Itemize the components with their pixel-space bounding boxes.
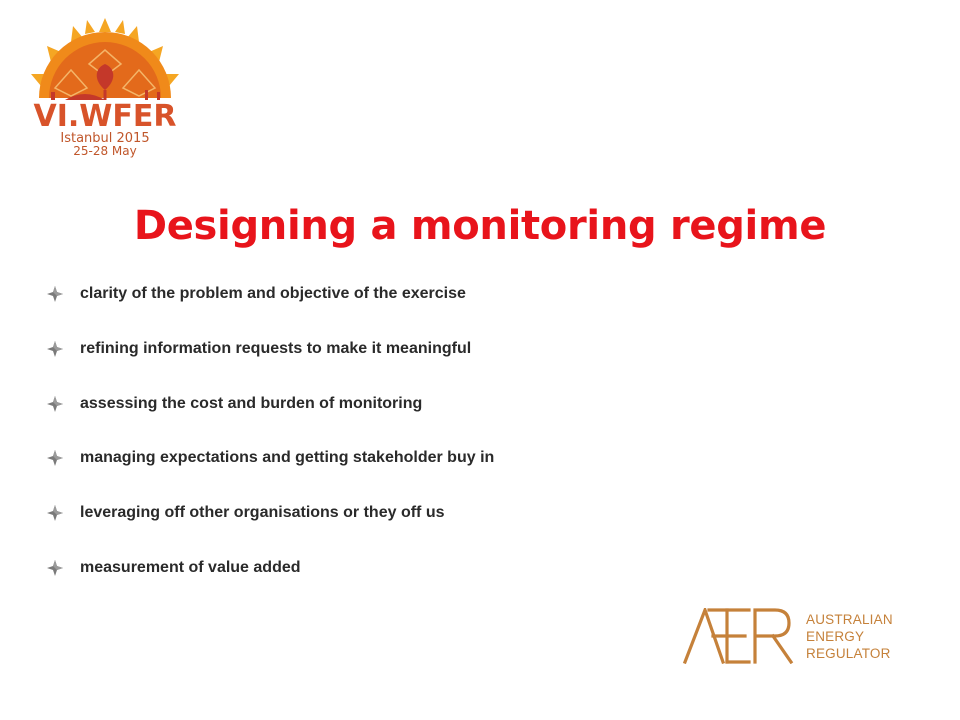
list-item [46, 499, 494, 527]
four-point-diamond-icon [46, 340, 64, 358]
aer-wordmark-line: AUSTRALIAN [806, 612, 893, 627]
aer-monogram-icon [683, 608, 795, 664]
aer-wordmark [806, 611, 893, 662]
list-item [46, 280, 494, 308]
list-item [46, 444, 494, 472]
four-point-diamond-icon [46, 285, 64, 303]
list-item [46, 390, 494, 418]
slide-title: Designing a monitoring regime [133, 203, 827, 249]
aer-wordmark-line: ENERGY [806, 629, 865, 644]
bullet-text: managing expectations and getting stakeholder buy in [80, 449, 495, 467]
list-item [46, 554, 494, 582]
bullet-text: leveraging off other organisations or they off us [80, 504, 445, 522]
wfer-logo-dates: 25-28 May [73, 144, 137, 158]
bullet-text: refining information requests to make it meaningful [80, 339, 472, 357]
bullet-text: clarity of the problem and objective of the exercise [80, 285, 466, 302]
bullet-text: measurement of value added [80, 558, 301, 576]
bullet-text: assessing the cost and burden of monitoring [80, 394, 423, 412]
list-item [46, 335, 494, 363]
aer-wordmark-line: REGULATOR [806, 646, 891, 661]
four-point-diamond-icon [46, 449, 64, 467]
bullet-list [46, 280, 494, 609]
four-point-diamond-icon [46, 559, 64, 577]
wfer-logo-location: Istanbul 2015 [60, 131, 150, 146]
aer-logo [683, 606, 903, 666]
wfer-sun-icon [25, 18, 185, 160]
wfer-logo [25, 18, 185, 160]
four-point-diamond-icon [46, 504, 64, 522]
wfer-logo-name: VI.WFER [33, 99, 177, 134]
four-point-diamond-icon [46, 395, 64, 413]
